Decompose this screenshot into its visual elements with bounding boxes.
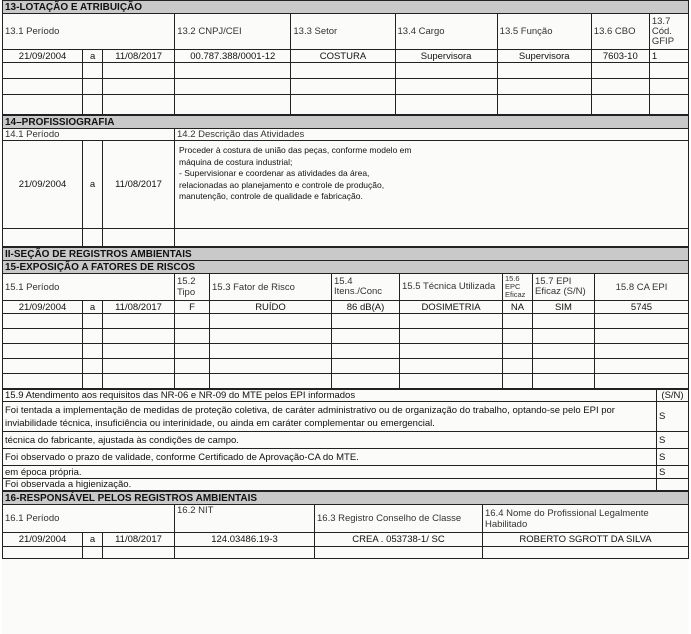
section-13-table [2, 0, 689, 115]
header-epi: 15.7 EPI Eficaz (S/N) [533, 274, 595, 301]
header-fator: 15.3 Fator de Risco [210, 274, 332, 301]
periodo-a-16: a [83, 533, 103, 547]
periodo-inicio-14: 21/09/2004 [3, 141, 83, 229]
header-funcao: 13.5 Função [497, 14, 591, 50]
requisito-4: em época própria. [3, 466, 657, 479]
tipo-value: F [175, 301, 210, 314]
cbo-value: 7603-10 [591, 50, 649, 63]
header-periodo: 13.1 Período [3, 14, 175, 50]
section-14-title: 14–PROFISSIOGRAFIA [3, 116, 689, 129]
section-15-9-table [2, 389, 689, 491]
itens-value: 86 dB(A) [332, 301, 400, 314]
gfip-value: 1 [649, 50, 688, 63]
periodo-fim-16: 11/08/2017 [103, 533, 175, 547]
ca-value: 5745 [595, 301, 689, 314]
header-periodo-14: 14.1 Período [3, 129, 175, 141]
fator-value: RUÍDO [210, 301, 332, 314]
header-conselho: 16.3 Registro Conselho de Classe [315, 505, 483, 533]
header-ca: 15.8 CA EPI [595, 274, 689, 301]
epi-value: SIM [533, 301, 595, 314]
periodo-a-15: a [83, 301, 103, 314]
periodo-fim-14: 11/08/2017 [103, 141, 175, 229]
header-nome: 16.4 Nome do Profissional Legalmente Habilitado [483, 505, 689, 533]
nome-value: ROBERTO SGROTT DA SILVA [483, 533, 689, 547]
conselho-value: CREA . 053738-1/ SC [315, 533, 483, 547]
header-descricao: 14.2 Descrição das Atividades [175, 129, 689, 141]
requisito-3-value: S [657, 449, 689, 466]
ppp-form-page [2, 0, 689, 634]
requisito-1-value: S [657, 402, 689, 432]
requisito-4-value: S [657, 466, 689, 479]
descricao-atividades [175, 141, 689, 229]
header-nit: 16.2 NIT [175, 505, 315, 533]
periodo-a-14: a [83, 141, 103, 229]
requisito-2-value: S [657, 432, 689, 449]
section-16-table [2, 491, 689, 559]
section-16-title: 16-RESPONSÁVEL PELOS REGISTROS AMBIENTAIS [3, 492, 689, 505]
setor-value: COSTURA [291, 50, 395, 63]
requisito-5-value [657, 479, 689, 491]
header-periodo-15: 15.1 Período [3, 274, 175, 301]
periodo-inicio-16: 21/09/2004 [3, 533, 83, 547]
header-itens: 15.4 Itens./Conc [332, 274, 400, 301]
requisito-2: técnica do fabricante, ajustada às condições de campo. [3, 432, 657, 449]
header-epc: 15.6 EPC Eficaz [503, 274, 533, 301]
periodo-fim: 11/08/2017 [103, 50, 175, 63]
header-setor: 13.3 Setor [291, 14, 395, 50]
descricao-text: Proceder à costura de união das peças, conforme modelo em máquina de costura industrial; - Supervisionar e coordenar as atividades da área, relacionadas ao planejamento e controle de produção, manutenção, controle de qualidade e fabricação. [179, 145, 412, 201]
sn-header: (S/N) [657, 390, 689, 402]
periodo-inicio: 21/09/2004 [3, 50, 83, 63]
section-14-table [2, 115, 689, 247]
requisito-1: Foi tentada a implementação de medidas de proteção coletiva, de caráter administrativo ou de organização do trabalho, optando-se pelo EPI por inviabilidade técnica, insuficiência ou interinidade, ou ainda em caráter complementar ou emergencial. [3, 402, 657, 432]
section-15-table [2, 247, 689, 389]
section-15-title: 15-EXPOSIÇÃO A FATORES DE RISCOS [3, 261, 689, 274]
periodo-fim-15: 11/08/2017 [103, 301, 175, 314]
header-gfip: 13.7 Cód. GFIP [649, 14, 688, 50]
periodo-a: a [83, 50, 103, 63]
nit-value: 124.03486.19-3 [175, 533, 315, 547]
header-periodo-16: 16.1 Período [3, 505, 175, 533]
header-tecnica: 15.5 Técnica Utilizada [400, 274, 503, 301]
section-ii-title: II-SEÇÃO DE REGISTROS AMBIENTAIS [3, 248, 689, 261]
periodo-inicio-15: 21/09/2004 [3, 301, 83, 314]
tecnica-value: DOSIMETRIA [400, 301, 503, 314]
epc-value: NA [503, 301, 533, 314]
cnpj-value: 00.787.388/0001-12 [175, 50, 291, 63]
header-cargo: 13.4 Cargo [395, 14, 497, 50]
header-tipo: 15.2 Tipo [175, 274, 210, 301]
cargo-value: Supervisora [395, 50, 497, 63]
requisito-3: Foi observado o prazo de validade, conforme Certificado de Aprovação-CA do MTE. [3, 449, 657, 466]
header-cnpj: 13.2 CNPJ/CEI [175, 14, 291, 50]
requisito-5: Foi observada a higienização. [3, 479, 657, 491]
header-cbo: 13.6 CBO [591, 14, 649, 50]
section-13-title: 13-LOTAÇÃO E ATRIBUIÇÃO [3, 1, 689, 14]
section-15-9-title: 15.9 Atendimento aos requisitos das NR-06 e NR-09 do MTE pelos EPI informados [3, 390, 657, 402]
funcao-value: Supervisora [497, 50, 591, 63]
